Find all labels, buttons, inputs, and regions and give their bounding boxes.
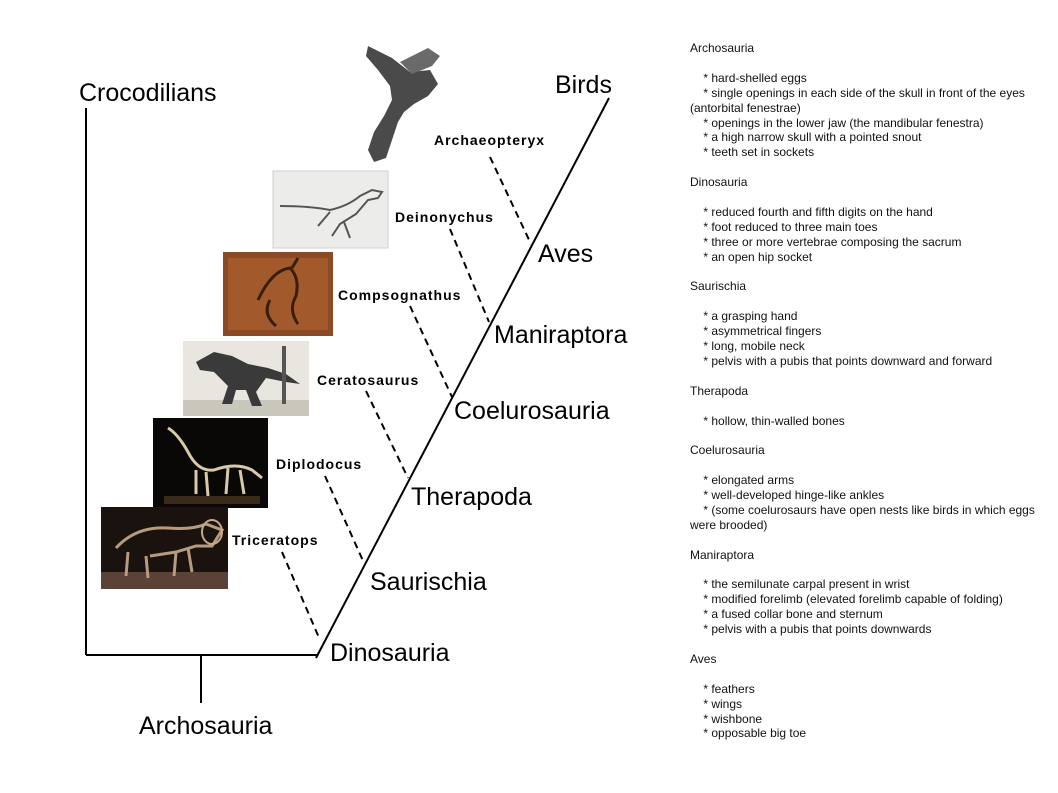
label-birds: Birds (555, 71, 612, 99)
trait-item: * well-developed hinge-like ankles (703, 488, 885, 503)
photo-ceratosaurus (183, 341, 309, 416)
label-saurischia: Saurischia (370, 568, 487, 596)
label-crocodilians: Crocodilians (79, 79, 217, 107)
trait-item: * foot reduced to three main toes (703, 219, 878, 234)
trait-item: * pelvis with a pubis that points downward and forward (703, 353, 993, 368)
trait-item: * hard-shelled eggs (703, 70, 807, 85)
photo-deinonychus (273, 171, 388, 248)
connector-deinonychus (450, 229, 489, 322)
label-maniraptora: Maniraptora (494, 321, 628, 349)
trait-item: * reduced fourth and fifth digits on the hand (703, 204, 933, 219)
connector-diplodocus (325, 476, 364, 563)
trait-item: * a grasping hand (703, 309, 798, 324)
trait-item: * opposable big toe (703, 726, 807, 741)
label-aves: Aves (538, 240, 594, 268)
clade-group-aves (690, 652, 1040, 741)
label-dinosauria: Dinosauria (330, 639, 450, 667)
clade-title: Therapoda (690, 383, 749, 398)
trait-item: * teeth set in sockets (703, 145, 815, 160)
clade-title: Coelurosauria (690, 443, 765, 458)
trait-item: * the semilunate carpal present in wrist (703, 577, 910, 592)
trait-item: * (some coelurosaurs have open nests like birds in which eggs were brooded) (690, 502, 1035, 532)
clade-title: Archosauria (690, 41, 755, 55)
taxon-label-triceratops: Triceratops (232, 532, 319, 548)
label-archosauria: Archosauria (139, 712, 273, 740)
clade-group-coelurosauria (690, 443, 1040, 532)
clade-title: Saurischia (690, 279, 747, 294)
trait-item: * a fused collar bone and sternum (703, 607, 883, 622)
connector-archaeopteryx (490, 157, 531, 244)
clade-group-dinosauria (690, 175, 1040, 264)
trait-item: * long, mobile neck (703, 339, 805, 354)
label-coelurosauria: Coelurosauria (454, 397, 610, 425)
clade-group-maniraptora (690, 548, 1040, 637)
connector-ceratosaurus (366, 391, 408, 478)
taxon-label-deinonychus: Deinonychus (395, 209, 494, 225)
trait-item: * pelvis with a pubis that points downwards (703, 622, 932, 637)
label-therapoda: Therapoda (411, 483, 532, 511)
trait-item: * wings (703, 696, 743, 711)
photo-compsognathus (223, 252, 333, 336)
trait-item: * modified forelimb (elevated forelimb capable of folding) (703, 592, 1003, 607)
trait-item: * asymmetrical fingers (703, 324, 822, 339)
trait-item: * an open hip socket (703, 249, 813, 264)
trait-item: * wishbone (703, 711, 763, 726)
trait-item: * openings in the lower jaw (the mandibular fenestra) (703, 115, 984, 130)
taxon-label-compsognathus: Compsognathus (338, 287, 462, 303)
photo-triceratops (101, 507, 228, 589)
trait-item: * single openings in each side of the skull in front of the eyes (antorbital fenestrae) (690, 85, 1025, 115)
clade-group-saurischia (690, 279, 1040, 368)
trait-item: * three or more vertebrae composing the sacrum (703, 234, 962, 249)
photo-diplodocus (153, 418, 268, 508)
trait-item: * a high narrow skull with a pointed snout (703, 130, 922, 145)
photo-archaeopteryx (366, 46, 440, 162)
trait-item: * hollow, thin-walled bones (703, 413, 845, 428)
clade-title: Maniraptora (690, 547, 755, 562)
trait-item: * elongated arms (703, 473, 795, 488)
clade-group-therapoda (690, 384, 1040, 429)
clade-group-archosauria (690, 41, 1040, 160)
connector-triceratops (282, 552, 320, 640)
taxon-label-ceratosaurus: Ceratosaurus (317, 372, 420, 388)
trait-item: * feathers (703, 681, 755, 696)
taxon-label-diplodocus: Diplodocus (276, 456, 363, 472)
clade-title: Aves (690, 651, 717, 666)
characteristics-panel (690, 41, 1040, 756)
taxon-label-archaeopteryx: Archaeopteryx (434, 132, 546, 148)
clade-title: Dinosauria (690, 175, 748, 190)
